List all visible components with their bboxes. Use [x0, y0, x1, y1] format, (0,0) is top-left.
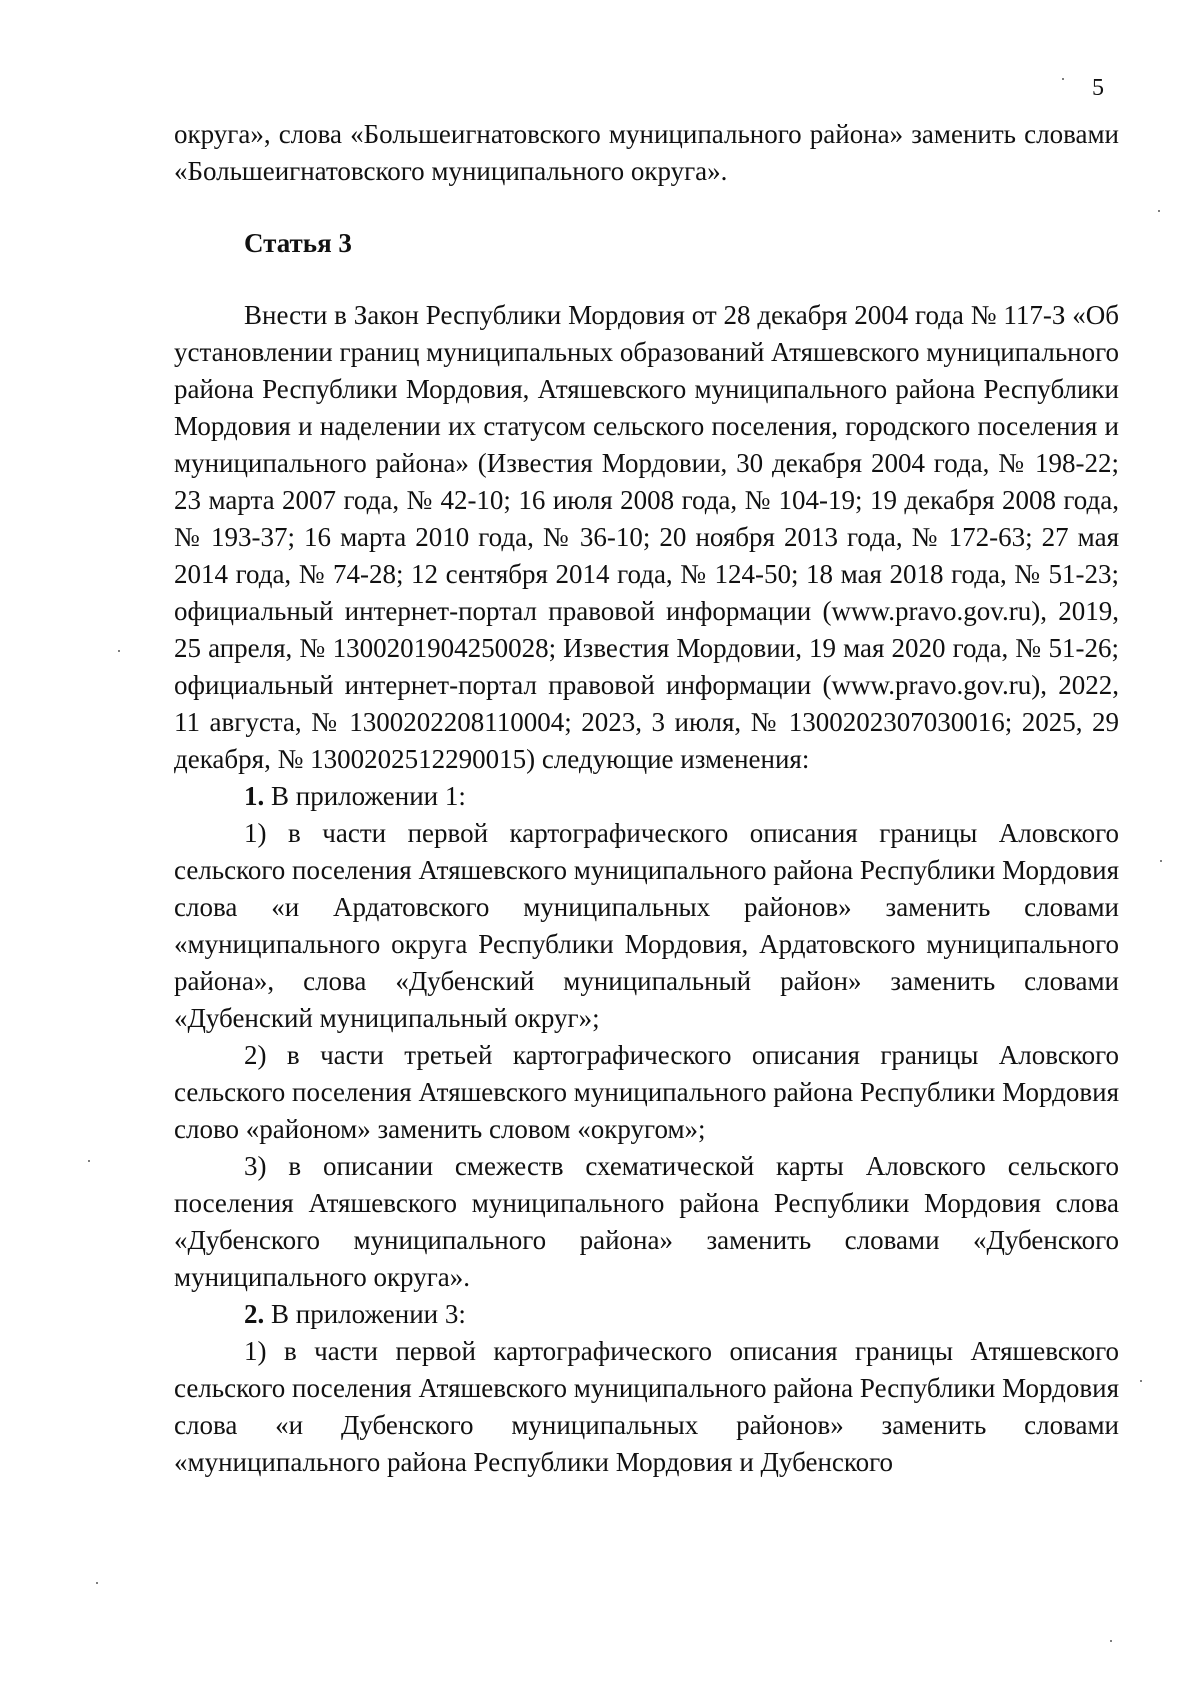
- scan-speck: [118, 650, 120, 652]
- section-1-heading: [174, 778, 1119, 815]
- section-1-number: 1.: [244, 781, 265, 811]
- section-1-item-3: 3) в описании смежеств схематической карты Аловского сельского поселения Атяшевского муниципального района Республики Мордовия слова «Дубенского муниципального района» заменить словами «Дубенского муниципального округа».: [174, 1151, 1119, 1292]
- section-2-title: В приложении 3:: [271, 1299, 466, 1329]
- section-2-item-1: 1) в части первой картографического описания границы Атяшевского сельского поселения Атяшевского муниципального района Республики Мордовия слова «и Дубенского муниципальных районов» заменить словами «муниципального района Республики Мордовия и Дубенского: [174, 1336, 1119, 1477]
- scan-speck: [1110, 1640, 1112, 1642]
- page-number: 5: [1092, 75, 1104, 101]
- scan-speck: [1160, 860, 1162, 862]
- scan-speck: [88, 1160, 90, 1162]
- section-1-item-1: 1) в части первой картографического описания границы Аловского сельского поселения Атяшевского муниципального района Республики Мордовия слова «и Ардатовского муниципальных районов» заменить словами «муниципального округа Республики Мордовия, Ардатовского муниципального района», слова «Дубенский муниципальный район» заменить словами «Дубенский муниципальный округ»;: [174, 818, 1119, 1033]
- section-2-number: 2.: [244, 1299, 265, 1329]
- section-1-title: В приложении 1:: [271, 781, 466, 811]
- scan-speck: [96, 1582, 98, 1584]
- section-2-heading: [174, 1296, 1119, 1333]
- scan-speck: [1140, 1380, 1142, 1382]
- scan-speck: [1062, 78, 1064, 80]
- scan-speck: [1158, 210, 1160, 212]
- section-1-item-2: 2) в части третьей картографического описания границы Аловского сельского поселения Атяшевского муниципального района Республики Мордовия слово «районом» заменить словом «округом»;: [174, 1040, 1119, 1144]
- main-paragraph: Внести в Закон Республики Мордовия от 28 декабря 2004 года № 117-З «Об установлении границ муниципальных образований Атяшевского муниципального района Республики Мордовия, Атяшевского муниципального района Республики Мордовия и наделении их статусом сельского поселения, городского поселения и муниципального района» (Известия Мордовии, 30 декабря 2004 года, № 198-22; 23 марта 2007 года, № 42-10; 16 июля 2008 года, № 104-19; 19 декабря 2008 года, № 193-37; 16 марта 2010 года, № 36-10; 20 ноября 2013 года, № 172-63; 27 мая 2014 года, № 74-28; 12 сентября 2014 года, № 124-50; 18 мая 2018 года, № 51-23; официальный интернет-портал правовой информации (www.pravo.gov.ru), 2019, 25 апреля, № 1300201904250028; Известия Мордовии, 19 мая 2020 года, № 51-26; официальный интернет-портал правовой информации (www.pravo.gov.ru), 2022, 11 августа, № 1300202208110004; 2023, 3 июля, № 1300202307030016; 2025, 29 декабря, № 1300202512290015) следующие изменения:: [174, 300, 1119, 774]
- intro-paragraph: округа», слова «Большеигнатовского муниципального района» заменить словами «Большеигнатовского муниципального округа».: [174, 119, 1119, 186]
- article-heading: Статья 3: [244, 228, 352, 258]
- document-body: [174, 116, 1119, 1481]
